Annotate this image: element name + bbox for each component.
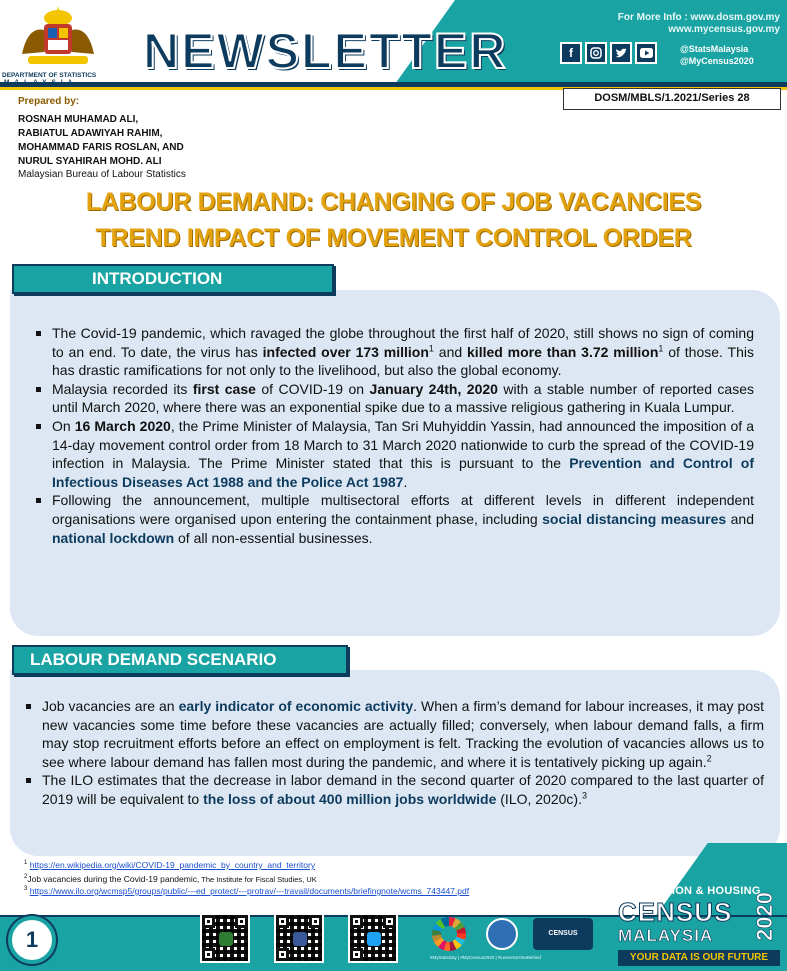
youtube-icon[interactable] xyxy=(635,42,657,64)
social-icons xyxy=(560,42,657,64)
labour-bullets xyxy=(24,697,764,809)
section-heading-introduction: INTRODUCTION xyxy=(12,264,334,294)
handle-census[interactable]: @MyCensus2020 xyxy=(680,56,754,66)
stats-day-logo xyxy=(486,918,518,950)
headline-line-2: TREND IMPACT OF MOVEMENT CONTROL ORDER xyxy=(95,224,692,252)
list-item: Malaysia recorded its first case of COVID-19 on January 24th, 2020 with a stable number of reported cases until March 2020, where there was an exponential spike due to a massive religious gathering in Kuala Lumpur. xyxy=(34,380,754,417)
dept-name: DEPARTMENT OF STATISTICS xyxy=(2,72,97,79)
facebook-icon[interactable]: f xyxy=(560,42,582,64)
census-year: 2020 xyxy=(752,892,777,942)
footnote-link-3[interactable]: https://www.ilo.org/wcmsp5/groups/public/---ed_protect/---protrav/---travail/documents/briefingnote/wcms_743447.pdf xyxy=(29,886,470,896)
census-line-3: MALAYSIA xyxy=(618,926,714,945)
prepared-by-label: Prepared by: xyxy=(18,96,80,107)
qr-code-1[interactable] xyxy=(200,913,250,963)
author-4: NURUL SYAHIRAH MOHD. ALI xyxy=(18,156,162,167)
section-heading-labour-demand: LABOUR DEMAND SCENARIO xyxy=(12,645,348,675)
newsletter-title: NEWSLETTER xyxy=(143,23,508,79)
twitter-icon[interactable] xyxy=(610,42,632,64)
hashtag-tagline: #MyStatsDay | #MyCensus2020 | #LeaveNoOneBehind xyxy=(430,955,541,960)
census-line-1: POPULATION & HOUSING xyxy=(618,885,761,897)
qr-code-3[interactable] xyxy=(348,913,398,963)
sdg-wheel-logo xyxy=(432,917,466,951)
author-2: RABIATUL ADAWIYAH RAHIM, xyxy=(18,128,163,139)
list-item: On 16 March 2020, the Prime Minister of Malaysia, Tan Sri Muhyiddin Yassin, had announced the imposition of a 14-day movement control order from 18 March to 31 March 2020 nationwide to curb the spread of the COVID-19 infection in Malaysia. The Prime Minister stated that this is pursuant to the Prevention and Control of Infectious Diseases Act 1988 and the Police Act 1987. xyxy=(34,417,754,491)
footnote-1: $^1$ https://en.wikipedia.org/wiki/COVID-19_pandemic_by_country_and_territory xyxy=(24,860,316,870)
list-item: The Covid-19 pandemic, which ravaged the globe throughout the first half of 2020, still shows no sign of coming to an end. To date, the virus has infected over 173 million$^1$ and killed more than 3.72 million$^1$ of those. This has drastic ramifications for not only to the livelihood, but also the global economy. xyxy=(34,324,754,380)
handle-stats[interactable]: @StatsMalaysia xyxy=(680,44,749,54)
qr-code-2[interactable] xyxy=(274,913,324,963)
intro-bullets xyxy=(34,324,754,547)
bureau-name: Malaysian Bureau of Labour Statistics xyxy=(18,169,186,180)
footnote-link-1[interactable]: https://en.wikipedia.org/wiki/COVID-19_pandemic_by_country_and_territory xyxy=(29,860,316,870)
instagram-icon[interactable] xyxy=(585,42,607,64)
author-1: ROSNAH MUHAMAD ALI, xyxy=(18,114,139,125)
headline-line-1: LABOUR DEMAND: CHANGING OF JOB VACANCIES xyxy=(85,188,702,216)
footnote-3: $^3$ https://www.ilo.org/wcmsp5/groups/public/---ed_protect/---protrav/---travail/documents/briefingnote/wcms_743447.pdf xyxy=(24,886,470,896)
page-number: 1 xyxy=(8,916,56,964)
census-tagline: YOUR DATA IS OUR FUTURE xyxy=(618,950,780,966)
footnote-2: $^2$Job vacancies during the Covid-19 pandemic, The Institute for Fiscal Studies, UK xyxy=(24,874,317,884)
more-info-dosm[interactable]: For More Info : www.dosm.gov.my xyxy=(617,12,780,23)
census-line-2: CENSUS xyxy=(618,897,733,927)
census-logo: CENSUS xyxy=(533,918,593,950)
list-item: Job vacancies are an early indicator of economic activity. When a firm’s demand for labour increases, it may post new vacancies some time before these vacancies are actually filled; conversely, when labour demand falls, a firm may stop recruitment efforts before an effect on employment is felt. Tracking the evolution of vacancies allows us to see where labour demand has fallen most during the pandemic, and where it is tentatively picking up again.$^2$ xyxy=(24,697,764,771)
list-item: The ILO estimates that the decrease in labor demand in the second quarter of 2020 compared to the last quarter of 2019 will be equivalent to the loss of about 400 million jobs worldwide (ILO, 2020c).$^3$ xyxy=(24,771,764,808)
list-item: Following the announcement, multiple multisectoral efforts at different levels in different independent organisations were organised upon entering the containment phase, including social distancing measures and national lockdown of all non-essential businesses. xyxy=(34,491,754,547)
series-number: DOSM/MBLS/1.2021/Series 28 xyxy=(563,88,781,110)
malaysia-crest-logo xyxy=(14,4,102,72)
author-3: MOHAMMAD FARIS ROSLAN, AND xyxy=(18,142,184,153)
more-info-mycensus[interactable]: www.mycensus.gov.my xyxy=(668,24,780,35)
